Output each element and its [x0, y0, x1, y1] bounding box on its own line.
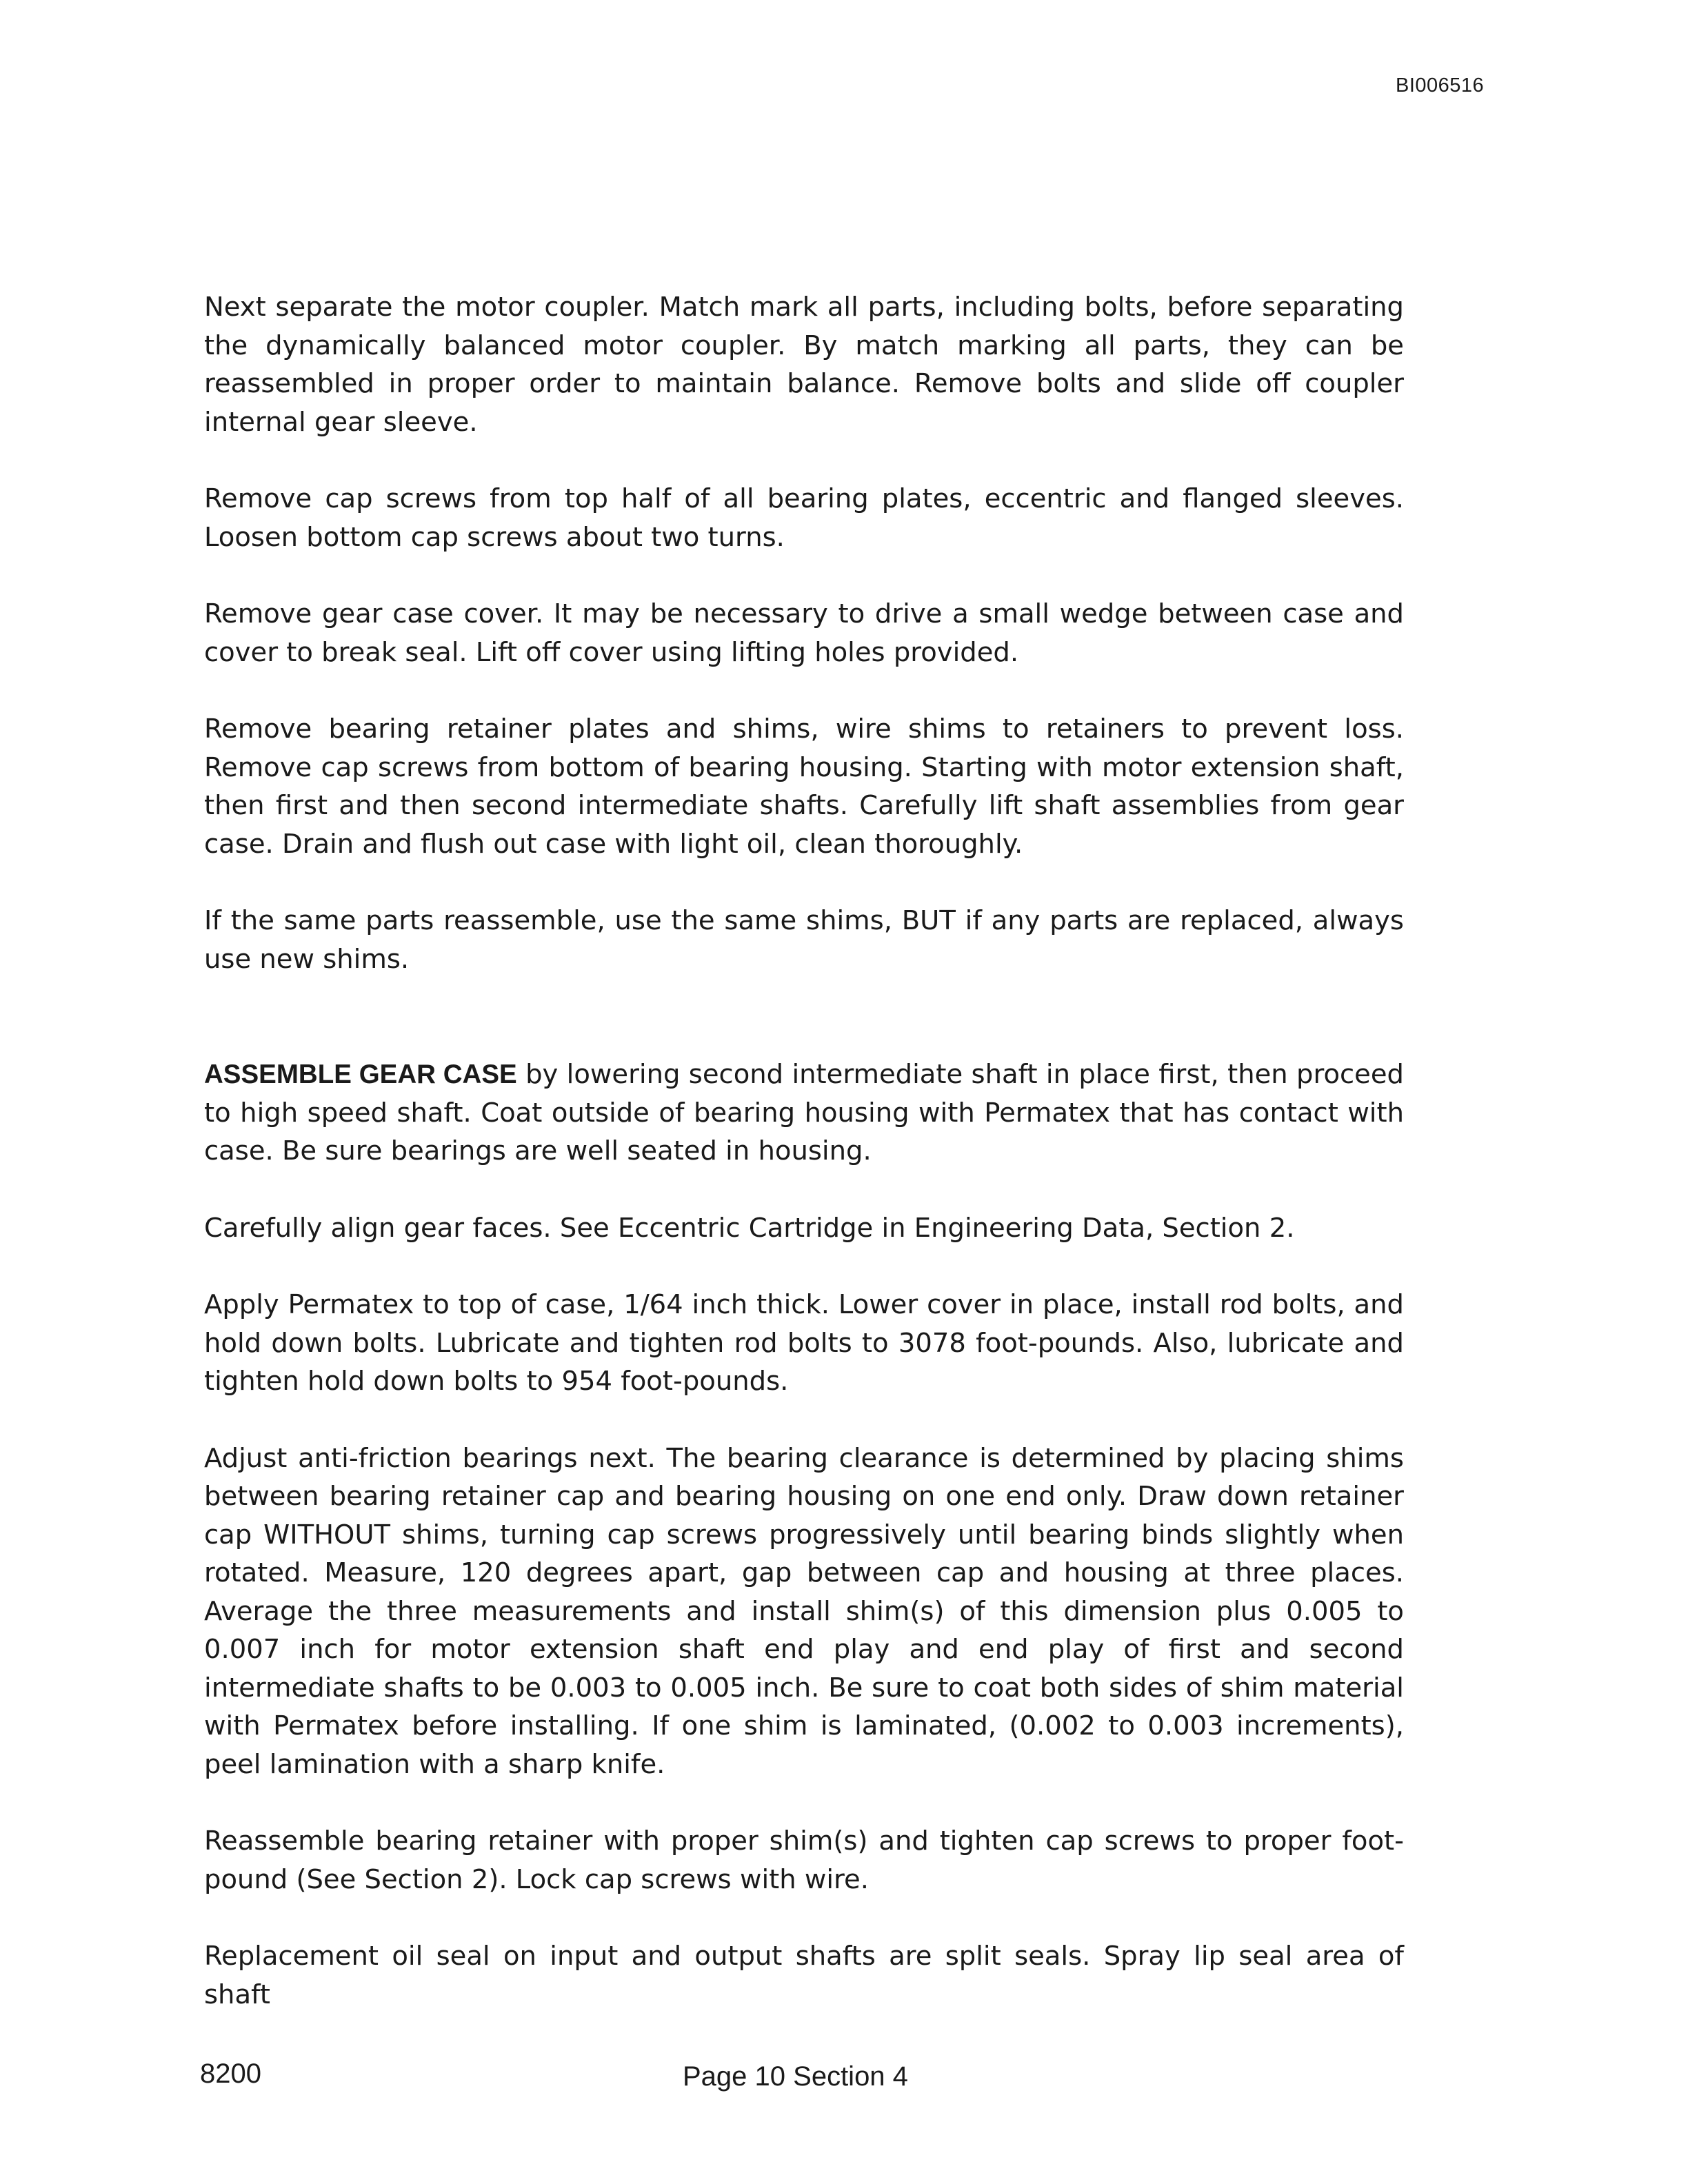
paragraph-separate-coupler: Next separate the motor coupler. Match mark all parts, including bolts, before separating the dynamically balanced motor coupler. By match marking all parts, they can be reassembled in proper order to maintain balance. Remove bolts and slide off coupler internal gear sleeve. [204, 292, 1404, 438]
assemble-gear-case-text: by lowering second intermediate shaft in place first, then proceed to high speed shaft. Coat outside of bearing housing with Permatex that has contact with case. Be sure bearings are well seated in housing. [204, 1059, 1404, 1166]
assemble-gear-case-heading: ASSEMBLE GEAR CASE [204, 1060, 517, 1089]
paragraph-shims-note: If the same parts reassemble, use the same shims, BUT if any parts are replaced, always use new shims. [204, 905, 1404, 975]
paragraph-reassemble-retainer: Reassemble bearing retainer with proper shim(s) and tighten cap screws to proper foot-pound (See Section 2). Lock cap screws with wire. [204, 1826, 1404, 1895]
body-text [204, 288, 1404, 2014]
paragraph-align-gear-faces: Carefully align gear faces. See Eccentric Cartridge in Engineering Data, Section 2. [204, 1212, 1295, 1244]
paragraph-remove-retainer-plates: Remove bearing retainer plates and shims, wire shims to retainers to prevent loss. Remove cap screws from bottom of bearing housing. Starting with motor extension shaft, then first and then second intermediate shafts. Carefully lift shaft assemblies from gear case. Drain and flush out case with light oil, clean thoroughly. [204, 714, 1404, 860]
paragraph-remove-cover: Remove gear case cover. It may be necessary to drive a small wedge between case and cover to break seal. Lift off cover using lifting holes provided. [204, 598, 1404, 668]
paragraph-adjust-bearings: Adjust anti-friction bearings next. The bearing clearance is determined by placing shims between bearing retainer cap and bearing housing on one end only. Draw down retainer cap WITHOUT shims, turning cap screws progressively until bearing binds slightly when rotated. Measure, 120 degrees apart, gap between cap and housing at three places. Average the three measurements and install shim(s) of this dimension plus 0.005 to 0.007 inch for motor extension shaft end play and end play of first and second intermediate shafts to be 0.003 to 0.005 inch. Be sure to coat both sides of shim material with Permatex before installing. If one shim is laminated, (0.002 to 0.003 increments), peel lamination with a sharp knife. [204, 1442, 1404, 1780]
paragraph-assemble-gear-case [204, 1055, 1404, 1171]
paragraph-remove-cap-screws: Remove cap screws from top half of all bearing plates, eccentric and flanged sleeves. Loosen bottom cap screws about two turns. [204, 483, 1404, 553]
footer-page-number: Page 10 Section 4 [683, 2061, 908, 2092]
paragraph-apply-permatex: Apply Permatex to top of case, 1/64 inch thick. Lower cover in place, install rod bolts, and hold down bolts. Lubricate and tighten rod bolts to 3078 foot-pounds. Also, lubricate and tighten hold down bolts to 954 foot-pounds. [204, 1289, 1404, 1397]
paragraph-oil-seal: Replacement oil seal on input and output shafts are split seals. Spray lip seal area of shaft [204, 1941, 1404, 2010]
document-id: BI006516 [1396, 74, 1485, 97]
footer-model-number: 8200 [200, 2059, 261, 2089]
